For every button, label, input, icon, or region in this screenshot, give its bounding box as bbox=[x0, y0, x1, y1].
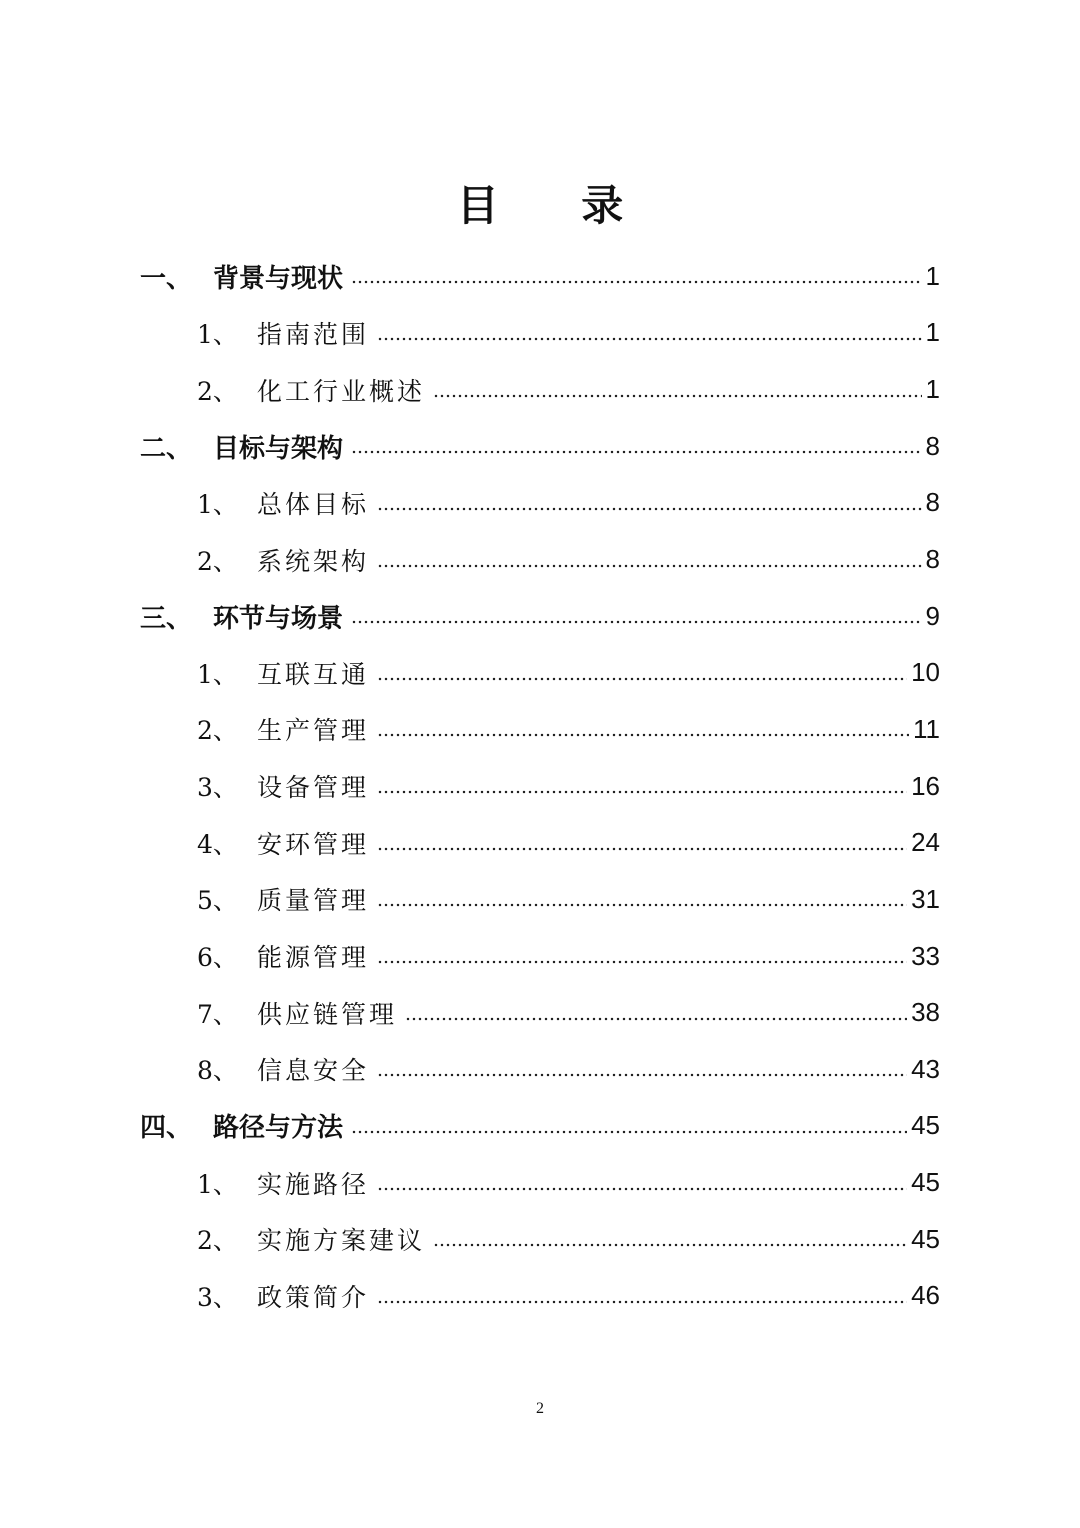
toc-subsection[interactable] bbox=[0, 531, 1080, 588]
toc-entry-number: 1、 bbox=[197, 1169, 238, 1199]
toc-entry-number: 3、 bbox=[197, 1282, 238, 1312]
table-of-contents bbox=[0, 248, 1080, 1324]
toc-entry-number: 2、 bbox=[197, 376, 238, 406]
dot-leader bbox=[377, 847, 907, 851]
toc-subsection[interactable] bbox=[0, 758, 1080, 815]
dot-leader bbox=[377, 1300, 907, 1304]
toc-subsection[interactable] bbox=[0, 1268, 1080, 1325]
dot-leader bbox=[351, 620, 922, 624]
dot-leader bbox=[377, 903, 907, 907]
dot-leader bbox=[377, 733, 909, 737]
dot-leader bbox=[351, 280, 922, 284]
toc-entry-page: 31 bbox=[911, 883, 940, 914]
toc-entry-title: 路径与方法 bbox=[213, 1113, 344, 1144]
toc-entry-page: 1 bbox=[925, 317, 940, 348]
toc-entry-title: 设备管理 bbox=[257, 773, 370, 803]
toc-entry-page: 38 bbox=[911, 997, 940, 1028]
toc-entry-page: 11 bbox=[913, 713, 940, 744]
toc-entry-title: 化工行业概述 bbox=[257, 376, 426, 406]
toc-subsection[interactable] bbox=[0, 361, 1080, 418]
toc-subsection[interactable] bbox=[0, 1041, 1080, 1098]
dot-leader bbox=[405, 1017, 907, 1021]
toc-subsection[interactable] bbox=[0, 644, 1080, 701]
toc-entry-number: 7、 bbox=[197, 999, 238, 1029]
toc-entry-number: 2、 bbox=[197, 546, 238, 576]
toc-entry-page: 10 bbox=[911, 657, 940, 688]
toc-entry-number: 5、 bbox=[197, 886, 238, 916]
toc-entry-number: 三、 bbox=[140, 603, 193, 634]
toc-entry-number: 3、 bbox=[197, 773, 238, 803]
toc-entry-number: 2、 bbox=[197, 716, 238, 746]
toc-entry-page: 8 bbox=[925, 487, 940, 518]
toc-entry-page: 45 bbox=[911, 1223, 940, 1254]
toc-entry-page: 45 bbox=[911, 1167, 940, 1198]
toc-subsection[interactable] bbox=[0, 305, 1080, 362]
toc-entry-title: 总体目标 bbox=[257, 489, 370, 519]
dot-leader bbox=[433, 394, 922, 398]
toc-entry-title: 互联互通 bbox=[257, 659, 370, 689]
dot-leader bbox=[377, 1073, 907, 1077]
toc-entry-title: 生产管理 bbox=[257, 716, 370, 746]
toc-entry-title: 质量管理 bbox=[257, 886, 370, 916]
toc-subsection[interactable] bbox=[0, 871, 1080, 928]
toc-entry-title: 指南范围 bbox=[257, 319, 370, 349]
toc-section[interactable] bbox=[0, 418, 1080, 475]
toc-entry-number: 8、 bbox=[197, 1056, 238, 1086]
toc-entry-number: 4、 bbox=[197, 829, 238, 859]
toc-entry-title: 目标与架构 bbox=[213, 433, 344, 464]
dot-leader bbox=[433, 1243, 907, 1247]
toc-entry-page: 8 bbox=[925, 544, 940, 575]
dot-leader bbox=[377, 507, 922, 511]
toc-entry-title: 政策简介 bbox=[257, 1282, 370, 1312]
toc-entry-number: 6、 bbox=[197, 943, 238, 972]
dot-leader bbox=[377, 1187, 907, 1191]
toc-entry-page: 9 bbox=[925, 600, 940, 631]
dot-leader bbox=[377, 677, 907, 681]
dot-leader bbox=[351, 450, 922, 454]
dot-leader bbox=[377, 960, 907, 964]
toc-entry-number: 1、 bbox=[197, 659, 238, 689]
toc-entry-page: 33 bbox=[911, 940, 940, 971]
toc-section[interactable] bbox=[0, 588, 1080, 645]
page-number: 2 bbox=[536, 1400, 544, 1417]
toc-section[interactable] bbox=[0, 1098, 1080, 1155]
toc-entry-page: 43 bbox=[911, 1053, 940, 1084]
toc-entry-page: 24 bbox=[911, 827, 940, 858]
toc-entry-page: 16 bbox=[911, 770, 940, 801]
toc-entry-page: 1 bbox=[925, 374, 940, 405]
dot-leader bbox=[377, 337, 922, 341]
toc-entry-title: 背景与现状 bbox=[213, 263, 344, 294]
toc-entry-title: 系统架构 bbox=[257, 546, 370, 576]
toc-subsection[interactable] bbox=[0, 1154, 1080, 1211]
toc-entry-number: 1、 bbox=[197, 319, 238, 349]
toc-entry-title: 供应链管理 bbox=[257, 999, 398, 1029]
toc-subsection[interactable] bbox=[0, 1211, 1080, 1268]
toc-entry-number: 一、 bbox=[140, 263, 193, 294]
toc-entry-page: 46 bbox=[911, 1280, 940, 1311]
dot-leader bbox=[377, 564, 922, 568]
toc-entry-number: 二、 bbox=[140, 433, 193, 464]
toc-section[interactable] bbox=[0, 248, 1080, 305]
dot-leader bbox=[377, 790, 907, 794]
toc-entry-title: 信息安全 bbox=[257, 1056, 370, 1086]
toc-entry-number: 1、 bbox=[197, 489, 238, 519]
toc-entry-page: 8 bbox=[925, 430, 940, 461]
toc-subsection[interactable] bbox=[0, 984, 1080, 1041]
toc-entry-title: 安环管理 bbox=[257, 829, 370, 859]
toc-subsection[interactable] bbox=[0, 928, 1080, 985]
toc-entry-title: 环节与场景 bbox=[213, 603, 344, 634]
toc-entry-page: 1 bbox=[925, 260, 940, 291]
toc-subsection[interactable] bbox=[0, 701, 1080, 758]
toc-subsection[interactable] bbox=[0, 475, 1080, 532]
toc-subsection[interactable] bbox=[0, 814, 1080, 871]
dot-leader bbox=[351, 1130, 907, 1134]
toc-entry-page: 45 bbox=[911, 1110, 940, 1141]
toc-entry-title: 能源管理 bbox=[257, 943, 370, 972]
toc-title: 目 录 bbox=[456, 181, 658, 230]
toc-entry-title: 实施方案建议 bbox=[257, 1226, 426, 1256]
toc-entry-title: 实施路径 bbox=[257, 1169, 370, 1199]
toc-entry-number: 四、 bbox=[140, 1113, 193, 1144]
toc-entry-number: 2、 bbox=[197, 1226, 238, 1256]
